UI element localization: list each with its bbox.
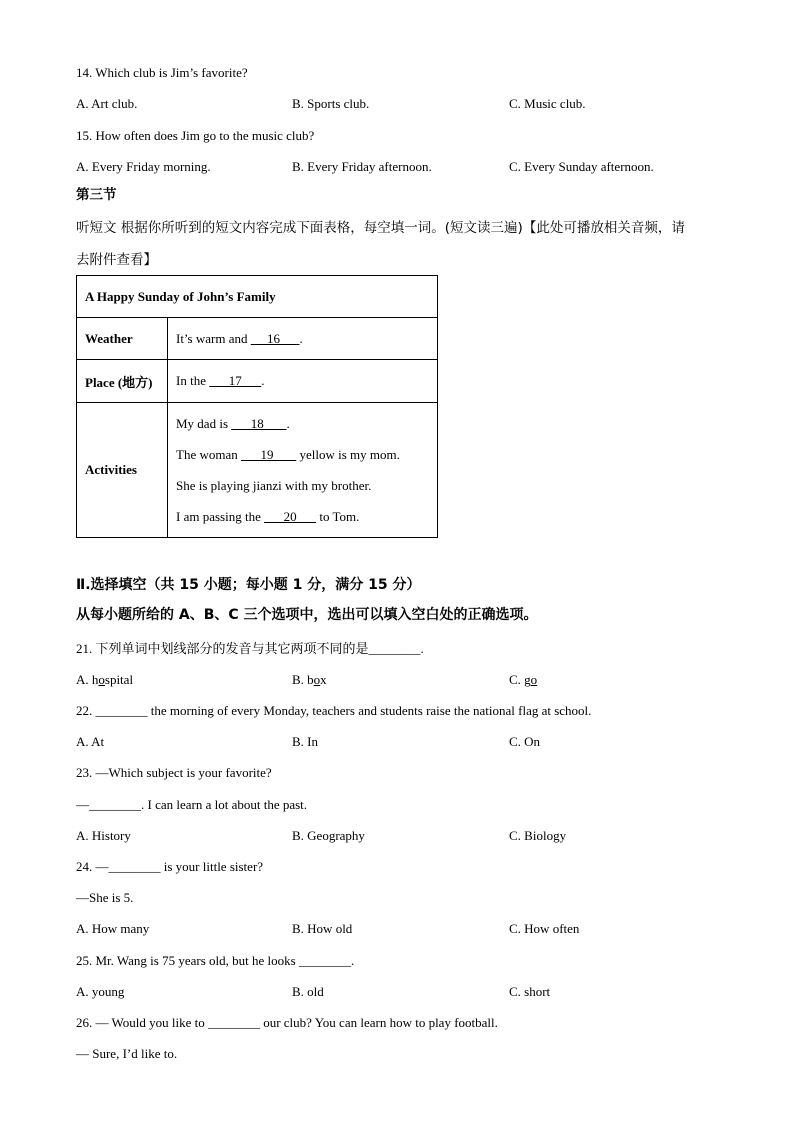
q22-option-c: C. On (509, 734, 541, 749)
q21-a-pre: A. h (76, 672, 99, 687)
q21-a-post: spital (104, 672, 134, 687)
question-26: 26. — Would you like to ________ our club? You can learn how to play football. (76, 1015, 498, 1030)
place-text: In the (176, 373, 210, 388)
question-23-answer-line: —________. I can learn a lot about the past. (76, 797, 308, 812)
q24-option-a: A. How many (76, 921, 150, 936)
q25-option-b: B. old (292, 984, 324, 999)
blank-20: 20 (264, 509, 317, 524)
blank-16: 16 (250, 330, 300, 346)
q21-option-c (509, 672, 537, 688)
part-2-title: Ⅱ.选择填空（共 15 小题；每小题 1 分，满分 15 分） (76, 577, 421, 593)
blank-17: 17 (209, 373, 262, 388)
activity-2-text: The woman (176, 447, 241, 462)
q21-option-b (292, 672, 327, 688)
q24-option-c: C. How often (509, 921, 580, 936)
activities-label: Activities (77, 403, 168, 538)
q21-c-underlined: o (530, 672, 538, 687)
q21-option-a (76, 672, 133, 688)
q24-option-b: B. How old (292, 921, 353, 936)
q21-a-underlined: o (98, 672, 105, 687)
q14-option-a: A. Art club. (76, 96, 138, 111)
part-2-instruction: 从每小题所给的 A、B、C 三个选项中，选出可以填入空白处的正确选项。 (76, 607, 538, 623)
q23-option-b: B. Geography (292, 828, 365, 843)
q21-b-post: x (320, 672, 327, 687)
weather-text: It’s warm and (176, 330, 251, 346)
activity-3: She is playing jianzi with my brother. (176, 478, 372, 493)
weather-cell (168, 318, 438, 360)
activity-1-text: My dad is (176, 416, 232, 431)
q23-option-a: A. History (76, 828, 131, 843)
activity-2 (176, 439, 429, 470)
place-end: . (261, 373, 265, 388)
activity-1-end: . (286, 416, 290, 431)
q22-option-a: A. At (76, 734, 105, 749)
q14-option-b: B. Sports club. (292, 96, 370, 111)
question-24: 24. —________ is your little sister? (76, 859, 264, 874)
weather-end: . (299, 330, 303, 346)
q21-b-pre: B. b (292, 672, 314, 687)
blank-19: 19 (240, 447, 297, 462)
family-sunday-table (76, 275, 438, 538)
q15-option-c: C. Every Sunday afternoon. (509, 159, 654, 174)
q21-c-pre: C. g (509, 672, 531, 687)
q14-option-c: C. Music club. (509, 96, 586, 111)
q21-b-underlined: o (313, 672, 321, 687)
question-14: 14. Which club is Jim’s favorite? (76, 65, 248, 80)
activity-4-end: to Tom. (316, 509, 360, 524)
section-3-instruction-line1: 听短文 根据你所听到的短文内容完成下面表格，每空填一词。(短文读三遍)【此处可播放相关音频，请 (76, 220, 685, 236)
question-24-answer-line: —She is 5. (76, 890, 134, 905)
question-22: 22. ________ the morning of every Monday, teachers and students raise the national flag at school. (76, 703, 592, 718)
q15-option-b: B. Every Friday afternoon. (292, 159, 432, 174)
section-3-title: 第三节 (76, 187, 117, 203)
question-26-answer-line: — Sure, I’d like to. (76, 1046, 178, 1061)
table-title: A Happy Sunday of John’s Family (77, 276, 438, 318)
q25-option-c: C. short (509, 984, 551, 999)
question-21: 21. 下列单词中划线部分的发音与其它两项不同的是________. (76, 641, 424, 656)
q23-option-c: C. Biology (509, 828, 567, 843)
question-25: 25. Mr. Wang is 75 years old, but he looks ________. (76, 953, 355, 968)
place-cell (168, 360, 438, 403)
place-label-text: Place (地方) (85, 374, 153, 390)
question-15: 15. How often does Jim go to the music club? (76, 128, 315, 143)
activity-4-text: I am passing the (176, 509, 265, 524)
activity-1 (176, 408, 429, 439)
blank-18: 18 (231, 416, 287, 431)
question-23: 23. —Which subject is your favorite? (76, 765, 272, 780)
q15-option-a: A. Every Friday morning. (76, 159, 211, 174)
activities-cell (168, 403, 438, 538)
activity-2-end: yellow is my mom. (296, 447, 400, 462)
section-3-instruction-line2: 去附件查看】 (76, 252, 157, 268)
q22-option-b: B. In (292, 734, 318, 749)
q25-option-a: A. young (76, 984, 125, 999)
weather-label: Weather (77, 318, 168, 360)
place-label (77, 360, 168, 403)
activity-4 (176, 501, 429, 532)
